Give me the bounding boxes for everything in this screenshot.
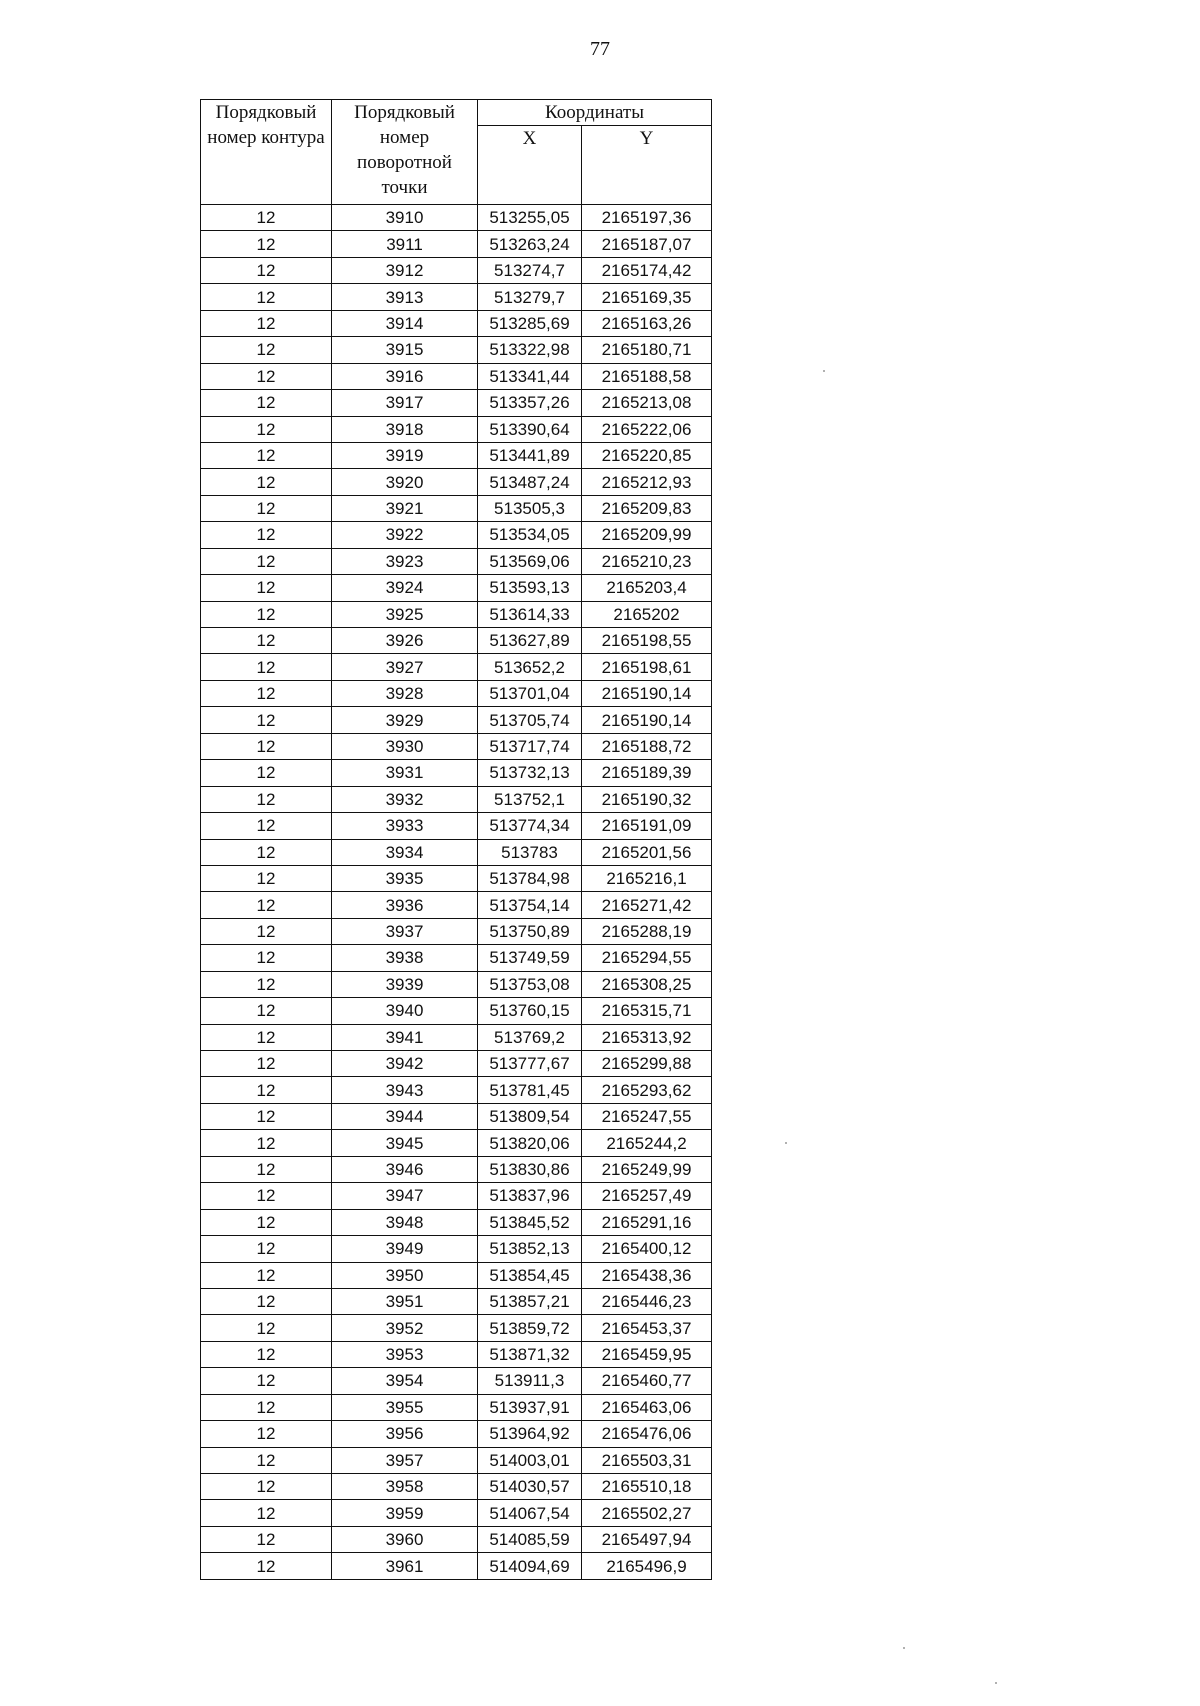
point-number-cell: 3939: [332, 971, 478, 997]
y-coordinate-cell: 2165294,55: [582, 945, 712, 971]
contour-number-cell: 12: [201, 865, 332, 891]
y-coordinate-cell: 2165247,55: [582, 1103, 712, 1129]
y-coordinate-cell: 2165198,61: [582, 654, 712, 680]
table-row: [201, 416, 712, 442]
y-coordinate-cell: 2165203,4: [582, 575, 712, 601]
point-number-cell: 3911: [332, 231, 478, 257]
x-coordinate-cell: 513830,86: [478, 1156, 582, 1182]
y-coordinate-cell: 2165212,93: [582, 469, 712, 495]
x-coordinate-cell: 513754,14: [478, 892, 582, 918]
contour-number-cell: 12: [201, 1262, 332, 1288]
x-coordinate-cell: 513357,26: [478, 390, 582, 416]
contour-number-cell: 12: [201, 1156, 332, 1182]
y-coordinate-cell: 2165271,42: [582, 892, 712, 918]
table-row: [201, 1368, 712, 1394]
contour-number-cell: 12: [201, 1394, 332, 1420]
contour-number-cell: 12: [201, 680, 332, 706]
y-coordinate-cell: 2165198,55: [582, 628, 712, 654]
contour-number-cell: 12: [201, 998, 332, 1024]
x-coordinate-cell: 513255,05: [478, 205, 582, 231]
header-point-number: Порядковый номер поворотной точки: [332, 100, 478, 205]
y-coordinate-cell: 2165190,14: [582, 680, 712, 706]
header-coordinates: Координаты: [478, 100, 712, 126]
table-row: [201, 945, 712, 971]
x-coordinate-cell: 513857,21: [478, 1288, 582, 1314]
point-number-cell: 3940: [332, 998, 478, 1024]
y-coordinate-cell: 2165209,99: [582, 522, 712, 548]
contour-number-cell: 12: [201, 760, 332, 786]
contour-number-cell: 12: [201, 945, 332, 971]
table-row: [201, 601, 712, 627]
table-row: [201, 839, 712, 865]
point-number-cell: 3928: [332, 680, 478, 706]
scan-speck: [995, 1682, 997, 1684]
point-number-cell: 3915: [332, 337, 478, 363]
y-coordinate-cell: 2165163,26: [582, 310, 712, 336]
point-number-cell: 3961: [332, 1553, 478, 1579]
y-coordinate-cell: 2165222,06: [582, 416, 712, 442]
point-number-cell: 3947: [332, 1183, 478, 1209]
point-number-cell: 3926: [332, 628, 478, 654]
point-number-cell: 3912: [332, 257, 478, 283]
table-row: [201, 1051, 712, 1077]
point-number-cell: 3938: [332, 945, 478, 971]
point-number-cell: 3943: [332, 1077, 478, 1103]
contour-number-cell: 12: [201, 971, 332, 997]
point-number-cell: 3922: [332, 522, 478, 548]
y-coordinate-cell: 2165460,77: [582, 1368, 712, 1394]
x-coordinate-cell: 513752,1: [478, 786, 582, 812]
point-number-cell: 3923: [332, 548, 478, 574]
table-row: [201, 1288, 712, 1314]
x-coordinate-cell: 513569,06: [478, 548, 582, 574]
y-coordinate-cell: 2165446,23: [582, 1288, 712, 1314]
y-coordinate-cell: 2165291,16: [582, 1209, 712, 1235]
contour-number-cell: 12: [201, 1553, 332, 1579]
y-coordinate-cell: 2165213,08: [582, 390, 712, 416]
x-coordinate-cell: 513652,2: [478, 654, 582, 680]
x-coordinate-cell: 513341,44: [478, 363, 582, 389]
scan-speck: [785, 1142, 787, 1144]
point-number-cell: 3953: [332, 1341, 478, 1367]
point-number-cell: 3924: [332, 575, 478, 601]
table-row: [201, 971, 712, 997]
x-coordinate-cell: 513937,91: [478, 1394, 582, 1420]
contour-number-cell: 12: [201, 892, 332, 918]
x-coordinate-cell: 513784,98: [478, 865, 582, 891]
x-coordinate-cell: 513753,08: [478, 971, 582, 997]
table-row: [201, 1447, 712, 1473]
table-row: [201, 1526, 712, 1552]
x-coordinate-cell: 514067,54: [478, 1500, 582, 1526]
table-row: [201, 760, 712, 786]
point-number-cell: 3956: [332, 1421, 478, 1447]
contour-number-cell: 12: [201, 284, 332, 310]
contour-number-cell: 12: [201, 1130, 332, 1156]
y-coordinate-cell: 2165191,09: [582, 813, 712, 839]
header-y: Y: [582, 126, 712, 205]
x-coordinate-cell: 513263,24: [478, 231, 582, 257]
x-coordinate-cell: 513774,34: [478, 813, 582, 839]
x-coordinate-cell: 513911,3: [478, 1368, 582, 1394]
table-row: [201, 786, 712, 812]
contour-number-cell: 12: [201, 390, 332, 416]
y-coordinate-cell: 2165308,25: [582, 971, 712, 997]
x-coordinate-cell: 513852,13: [478, 1236, 582, 1262]
contour-number-cell: 12: [201, 1077, 332, 1103]
scan-speck: [823, 370, 825, 372]
scan-speck: [903, 1647, 905, 1649]
y-coordinate-cell: 2165190,14: [582, 707, 712, 733]
table-header: [201, 100, 712, 205]
point-number-cell: 3931: [332, 760, 478, 786]
x-coordinate-cell: 513749,59: [478, 945, 582, 971]
contour-number-cell: 12: [201, 416, 332, 442]
contour-number-cell: 12: [201, 1236, 332, 1262]
y-coordinate-cell: 2165496,9: [582, 1553, 712, 1579]
point-number-cell: 3954: [332, 1368, 478, 1394]
y-coordinate-cell: 2165189,39: [582, 760, 712, 786]
y-coordinate-cell: 2165476,06: [582, 1421, 712, 1447]
y-coordinate-cell: 2165299,88: [582, 1051, 712, 1077]
contour-number-cell: 12: [201, 310, 332, 336]
table-row: [201, 1394, 712, 1420]
table-row: [201, 1103, 712, 1129]
contour-number-cell: 12: [201, 337, 332, 363]
point-number-cell: 3952: [332, 1315, 478, 1341]
x-coordinate-cell: 513845,52: [478, 1209, 582, 1235]
table-row: [201, 310, 712, 336]
contour-number-cell: 12: [201, 1526, 332, 1552]
y-coordinate-cell: 2165503,31: [582, 1447, 712, 1473]
table-row: [201, 707, 712, 733]
point-number-cell: 3941: [332, 1024, 478, 1050]
point-number-cell: 3910: [332, 205, 478, 231]
point-number-cell: 3958: [332, 1474, 478, 1500]
point-number-cell: 3925: [332, 601, 478, 627]
contour-number-cell: 12: [201, 1103, 332, 1129]
y-coordinate-cell: 2165249,99: [582, 1156, 712, 1182]
contour-number-cell: 12: [201, 522, 332, 548]
table-row: [201, 1262, 712, 1288]
table-row: [201, 1077, 712, 1103]
table-row: [201, 733, 712, 759]
x-coordinate-cell: 513534,05: [478, 522, 582, 548]
x-coordinate-cell: 514030,57: [478, 1474, 582, 1500]
point-number-cell: 3930: [332, 733, 478, 759]
x-coordinate-cell: 513322,98: [478, 337, 582, 363]
y-coordinate-cell: 2165188,72: [582, 733, 712, 759]
y-coordinate-cell: 2165453,37: [582, 1315, 712, 1341]
contour-number-cell: 12: [201, 601, 332, 627]
table-row: [201, 865, 712, 891]
x-coordinate-cell: 513614,33: [478, 601, 582, 627]
point-number-cell: 3921: [332, 495, 478, 521]
x-coordinate-cell: 513705,74: [478, 707, 582, 733]
contour-number-cell: 12: [201, 1447, 332, 1473]
point-number-cell: 3936: [332, 892, 478, 918]
y-coordinate-cell: 2165210,23: [582, 548, 712, 574]
point-number-cell: 3916: [332, 363, 478, 389]
point-number-cell: 3927: [332, 654, 478, 680]
point-number-cell: 3937: [332, 918, 478, 944]
y-coordinate-cell: 2165202: [582, 601, 712, 627]
table-row: [201, 1130, 712, 1156]
table-row: [201, 1341, 712, 1367]
x-coordinate-cell: 513964,92: [478, 1421, 582, 1447]
table-row: [201, 680, 712, 706]
x-coordinate-cell: 514003,01: [478, 1447, 582, 1473]
coordinates-table: [200, 99, 712, 1580]
contour-number-cell: 12: [201, 469, 332, 495]
point-number-cell: 3949: [332, 1236, 478, 1262]
table-row: [201, 1236, 712, 1262]
table-row: [201, 918, 712, 944]
y-coordinate-cell: 2165459,95: [582, 1341, 712, 1367]
x-coordinate-cell: 514085,59: [478, 1526, 582, 1552]
table-row: [201, 442, 712, 468]
table-row: [201, 1183, 712, 1209]
contour-number-cell: 12: [201, 1288, 332, 1314]
x-coordinate-cell: 513769,2: [478, 1024, 582, 1050]
y-coordinate-cell: 2165510,18: [582, 1474, 712, 1500]
table-row: [201, 257, 712, 283]
y-coordinate-cell: 2165201,56: [582, 839, 712, 865]
x-coordinate-cell: 513717,74: [478, 733, 582, 759]
y-coordinate-cell: 2165188,58: [582, 363, 712, 389]
x-coordinate-cell: 513505,3: [478, 495, 582, 521]
contour-number-cell: 12: [201, 1315, 332, 1341]
table-row: [201, 522, 712, 548]
y-coordinate-cell: 2165502,27: [582, 1500, 712, 1526]
table-row: [201, 575, 712, 601]
x-coordinate-cell: 513820,06: [478, 1130, 582, 1156]
header-x: X: [478, 126, 582, 205]
table-row: [201, 469, 712, 495]
y-coordinate-cell: 2165293,62: [582, 1077, 712, 1103]
point-number-cell: 3919: [332, 442, 478, 468]
y-coordinate-cell: 2165244,2: [582, 1130, 712, 1156]
x-coordinate-cell: 513837,96: [478, 1183, 582, 1209]
table-row: [201, 548, 712, 574]
contour-number-cell: 12: [201, 786, 332, 812]
point-number-cell: 3932: [332, 786, 478, 812]
point-number-cell: 3944: [332, 1103, 478, 1129]
y-coordinate-cell: 2165190,32: [582, 786, 712, 812]
table-row: [201, 813, 712, 839]
point-number-cell: 3957: [332, 1447, 478, 1473]
contour-number-cell: 12: [201, 918, 332, 944]
table-row: [201, 628, 712, 654]
table-row: [201, 892, 712, 918]
point-number-cell: 3950: [332, 1262, 478, 1288]
table-row: [201, 1474, 712, 1500]
y-coordinate-cell: 2165400,12: [582, 1236, 712, 1262]
contour-number-cell: 12: [201, 1368, 332, 1394]
contour-number-cell: 12: [201, 205, 332, 231]
x-coordinate-cell: 513859,72: [478, 1315, 582, 1341]
y-coordinate-cell: 2165257,49: [582, 1183, 712, 1209]
y-coordinate-cell: 2165180,71: [582, 337, 712, 363]
y-coordinate-cell: 2165209,83: [582, 495, 712, 521]
y-coordinate-cell: 2165216,1: [582, 865, 712, 891]
point-number-cell: 3918: [332, 416, 478, 442]
contour-number-cell: 12: [201, 654, 332, 680]
point-number-cell: 3935: [332, 865, 478, 891]
point-number-cell: 3959: [332, 1500, 478, 1526]
contour-number-cell: 12: [201, 1341, 332, 1367]
x-coordinate-cell: 513593,13: [478, 575, 582, 601]
contour-number-cell: 12: [201, 1183, 332, 1209]
table-row: [201, 1553, 712, 1579]
header-contour-number: Порядковый номер контура: [201, 100, 332, 205]
table-row: [201, 205, 712, 231]
y-coordinate-cell: 2165438,36: [582, 1262, 712, 1288]
point-number-cell: 3920: [332, 469, 478, 495]
contour-number-cell: 12: [201, 1024, 332, 1050]
contour-number-cell: 12: [201, 707, 332, 733]
x-coordinate-cell: 513809,54: [478, 1103, 582, 1129]
point-number-cell: 3914: [332, 310, 478, 336]
contour-number-cell: 12: [201, 363, 332, 389]
point-number-cell: 3929: [332, 707, 478, 733]
x-coordinate-cell: 513750,89: [478, 918, 582, 944]
table-row: [201, 654, 712, 680]
table-row: [201, 284, 712, 310]
contour-number-cell: 12: [201, 733, 332, 759]
x-coordinate-cell: 513274,7: [478, 257, 582, 283]
y-coordinate-cell: 2165187,07: [582, 231, 712, 257]
x-coordinate-cell: 513285,69: [478, 310, 582, 336]
contour-number-cell: 12: [201, 1500, 332, 1526]
table-row: [201, 495, 712, 521]
page-number: 77: [590, 38, 610, 60]
y-coordinate-cell: 2165288,19: [582, 918, 712, 944]
y-coordinate-cell: 2165220,85: [582, 442, 712, 468]
contour-number-cell: 12: [201, 495, 332, 521]
x-coordinate-cell: 513854,45: [478, 1262, 582, 1288]
x-coordinate-cell: 513390,64: [478, 416, 582, 442]
point-number-cell: 3951: [332, 1288, 478, 1314]
point-number-cell: 3948: [332, 1209, 478, 1235]
table-row: [201, 1156, 712, 1182]
x-coordinate-cell: 513777,67: [478, 1051, 582, 1077]
contour-number-cell: 12: [201, 1474, 332, 1500]
x-coordinate-cell: 513781,45: [478, 1077, 582, 1103]
x-coordinate-cell: 513783: [478, 839, 582, 865]
contour-number-cell: 12: [201, 1421, 332, 1447]
x-coordinate-cell: 513441,89: [478, 442, 582, 468]
contour-number-cell: 12: [201, 813, 332, 839]
table-body: [201, 205, 712, 1580]
contour-number-cell: 12: [201, 1051, 332, 1077]
point-number-cell: 3955: [332, 1394, 478, 1420]
contour-number-cell: 12: [201, 1209, 332, 1235]
x-coordinate-cell: 513627,89: [478, 628, 582, 654]
point-number-cell: 3946: [332, 1156, 478, 1182]
point-number-cell: 3934: [332, 839, 478, 865]
x-coordinate-cell: 514094,69: [478, 1553, 582, 1579]
table-row: [201, 231, 712, 257]
point-number-cell: 3917: [332, 390, 478, 416]
table-row: [201, 1500, 712, 1526]
x-coordinate-cell: 513732,13: [478, 760, 582, 786]
contour-number-cell: 12: [201, 575, 332, 601]
y-coordinate-cell: 2165463,06: [582, 1394, 712, 1420]
y-coordinate-cell: 2165197,36: [582, 205, 712, 231]
y-coordinate-cell: 2165313,92: [582, 1024, 712, 1050]
y-coordinate-cell: 2165174,42: [582, 257, 712, 283]
point-number-cell: 3942: [332, 1051, 478, 1077]
table-row: [201, 337, 712, 363]
table-row: [201, 1024, 712, 1050]
table-row: [201, 363, 712, 389]
x-coordinate-cell: 513279,7: [478, 284, 582, 310]
contour-number-cell: 12: [201, 257, 332, 283]
y-coordinate-cell: 2165315,71: [582, 998, 712, 1024]
table-row: [201, 1315, 712, 1341]
x-coordinate-cell: 513701,04: [478, 680, 582, 706]
point-number-cell: 3960: [332, 1526, 478, 1552]
y-coordinate-cell: 2165169,35: [582, 284, 712, 310]
x-coordinate-cell: 513487,24: [478, 469, 582, 495]
point-number-cell: 3945: [332, 1130, 478, 1156]
contour-number-cell: 12: [201, 442, 332, 468]
table-row: [201, 1209, 712, 1235]
table-row: [201, 390, 712, 416]
x-coordinate-cell: 513871,32: [478, 1341, 582, 1367]
contour-number-cell: 12: [201, 628, 332, 654]
point-number-cell: 3933: [332, 813, 478, 839]
y-coordinate-cell: 2165497,94: [582, 1526, 712, 1552]
point-number-cell: 3913: [332, 284, 478, 310]
table-row: [201, 1421, 712, 1447]
contour-number-cell: 12: [201, 548, 332, 574]
table-row: [201, 998, 712, 1024]
contour-number-cell: 12: [201, 231, 332, 257]
contour-number-cell: 12: [201, 839, 332, 865]
x-coordinate-cell: 513760,15: [478, 998, 582, 1024]
